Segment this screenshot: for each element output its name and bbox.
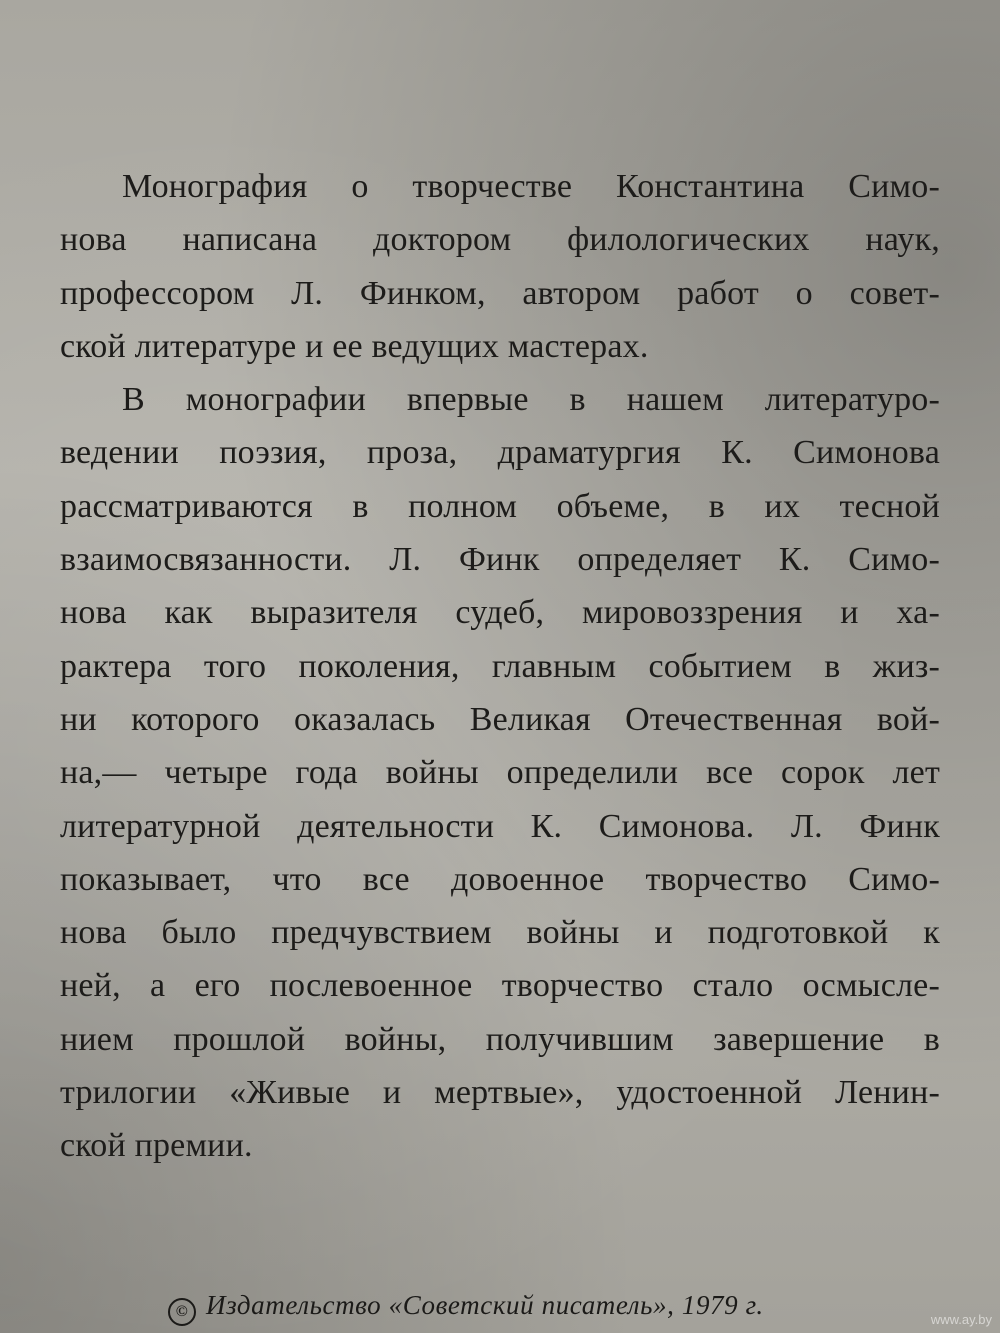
watermark: www.ay.by (930, 1312, 992, 1327)
text-line: на,— четыре года войны определили все сорок лет (60, 754, 940, 792)
imprint-text: Издательство «Советский писатель», 1979 г. (206, 1290, 764, 1320)
text-line: рассматриваются в полном объеме, в их тесной (60, 487, 940, 525)
text-line: профессором Л. Финком, автором работ о совет- (60, 274, 940, 312)
text-line: нием прошлой войны, получившим завершение в (60, 1020, 940, 1058)
text-line: ни которого оказалась Великая Отечественная вой- (60, 700, 940, 738)
text-line: ской премии. (60, 1127, 253, 1165)
text-line: ской литературе и ее ведущих мастерах. (60, 327, 649, 365)
paragraph-2 (60, 373, 940, 1172)
text-line: показывает, что все довоенное творчество Симо- (60, 860, 940, 898)
text-line: нова было предчувствием войны и подготовкой к (60, 914, 940, 952)
paragraph-1 (60, 160, 940, 373)
text-line: Монография о творчестве Константина Симо- (122, 168, 940, 205)
text-line: В монографии впервые в нашем литературо- (122, 381, 940, 419)
annotation-text (60, 160, 940, 1173)
text-line: литературной деятельности К. Симонова. Л. Финк (60, 807, 940, 845)
text-line: нова написана доктором филологических наук, (60, 221, 940, 259)
text-line: ней, а его послевоенное творчество стало осмысле- (60, 967, 940, 1005)
copyright-icon: © (168, 1298, 196, 1326)
text-line: трилогии «Живые и мертвые», удостоенной Ленин- (60, 1074, 940, 1112)
text-line: ведении поэзия, проза, драматургия К. Симонова (60, 434, 940, 472)
text-line: взаимосвязанности. Л. Финк определяет К. Симо- (60, 541, 940, 579)
text-line: нова как выразителя судеб, мировоззрения и ха- (60, 594, 940, 632)
publisher-imprint (168, 1290, 848, 1326)
text-line: рактера того поколения, главным событием в жиз- (60, 647, 940, 685)
